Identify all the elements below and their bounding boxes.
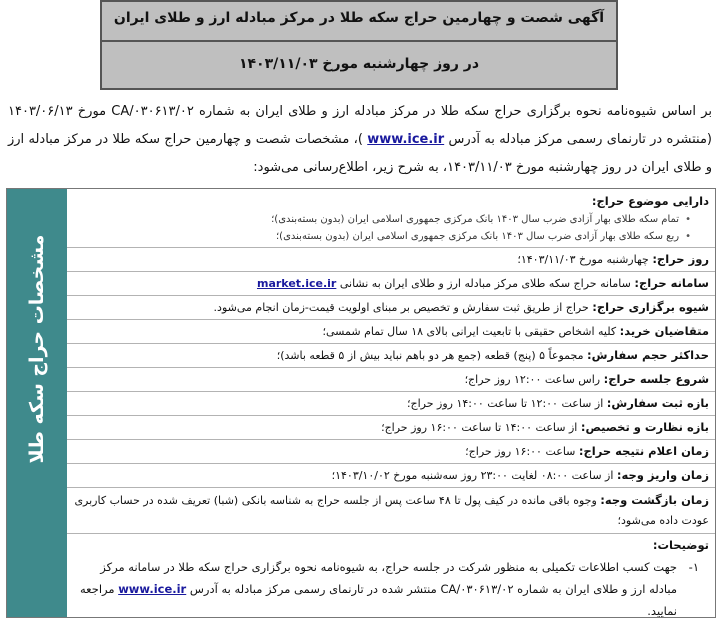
spec-label-refund-time: زمان بازگشت وجه: (600, 493, 709, 507)
spec-row-payment-time (67, 464, 715, 488)
spec-value-refund-time: وجوه باقی مانده در کیف پول تا ۴۸ ساعت پس از جلسه حراج به شناسه بانکی (شبا) تعریف شده در حساب کاربری عودت داده می‌شود؛ (74, 494, 709, 527)
spec-row-session-start (67, 368, 715, 392)
spec-row-review-window (67, 416, 715, 440)
spec-label-result-time: زمان اعلام نتیجه حراج: (578, 444, 709, 458)
intro-text-before-link: بر اساس شیوه‌نامه نحوه برگزاری حراج سکه طلا در مرکز مبادله ارز و طلای ایران به شماره CA/۰۳۰۶۱۳/۰۲ مورخ ۱۴۰۳/۰۶/۱۳ (منتشره در تارنمای رسمی مرکز مبادله به آدرس (8, 104, 712, 147)
spec-label-review-window: بازه نظارت و تخصیص: (580, 420, 709, 434)
spec-value-review-window: از ساعت ۱۴:۰۰ تا ساعت ۱۶:۰۰ روز حراج؛ (381, 421, 578, 434)
spec-value-day: چهارشنبه مورخ ۱۴۰۳/۱۱/۰۳؛ (517, 253, 649, 266)
spec-value-session-start: راس ساعت ۱۲:۰۰ روز حراج؛ (464, 373, 601, 386)
spec-label-method: شیوه برگزاری حراج: (592, 300, 709, 314)
spec-value-result-time: ساعت ۱۶:۰۰ روز حراج؛ (465, 445, 576, 458)
notes-label: توضیحات: (652, 538, 709, 552)
page-title: آگهی شصت و چهارمین حراج سکه طلا در مرکز مبادله ارز و طلای ایران (113, 10, 605, 26)
spec-label-payment-time: زمان واریز وجه: (616, 468, 709, 482)
spec-row-method (67, 296, 715, 320)
page-subtitle: در روز چهارشنبه مورخ ۱۴۰۳/۱۱/۰۳ (238, 56, 480, 72)
spec-value-system: سامانه حراج سکه طلای مرکز مبادله ارز و طلای ایران به نشانی (339, 277, 631, 290)
side-title: مشخصات حراج سکه طلا (26, 234, 48, 464)
spec-row-buyers (67, 320, 715, 344)
note-number: ۱- (688, 560, 699, 574)
spec-value-order-window: از ساعت ۱۲:۰۰ تا ساعت ۱۴:۰۰ روز حراج؛ (406, 397, 604, 410)
specs-table (6, 188, 716, 618)
specs-rows (67, 189, 715, 618)
asset-item-full-coin: • تمام سکه طلای بهار آزادی ضرب سال ۱۴۰۳ بانک مرکزی جمهوری اسلامی ایران (بدون بسته‌بندی)؛ (73, 211, 691, 228)
spec-value-buyers: کلیه اشخاص حقیقی با تابعیت ایرانی بالای ۱۸ سال تمام شمسی؛ (322, 325, 617, 338)
intro-website-link[interactable]: www.ice.ir (367, 132, 445, 147)
side-band (7, 189, 67, 617)
note-text (73, 556, 677, 618)
intro-text-after-link: )، مشخصات شصت و چهارمین حراج سکه طلا در مرکز مبادله ارز و طلای ایران در روز چهارشنبه مورخ ۱۴۰۳/۱۱/۰۳، به شرح زیر، اطلاع‌رسانی می‌شود: (8, 132, 712, 175)
asset-item-quarter-coin: • ربع سکه طلای بهار آزادی ضرب سال ۱۴۰۳ بانک مرکزی جمهوری اسلامی ایران (بدون بسته‌بندی)؛ (73, 228, 691, 245)
spec-value-method: حراج از طریق ثبت سفارش و تخصیص بر مبنای اولویت قیمت-زمان انجام می‌شود. (213, 301, 589, 314)
spec-row-order-window (67, 392, 715, 416)
header-divider (102, 40, 616, 42)
spec-row-result-time (67, 440, 715, 464)
note-item (73, 556, 709, 618)
spec-label-buyers: متقاضیان خرید: (619, 324, 709, 338)
market-link[interactable]: market.ice.ir (256, 277, 337, 290)
spec-label-system: سامانه حراج: (634, 276, 709, 290)
note-website-link[interactable]: www.ice.ir (118, 582, 187, 596)
spec-label-day: روز حراج: (652, 252, 709, 266)
spec-row-system (67, 272, 715, 296)
spec-label-order-window: بازه ثبت سفارش: (606, 396, 709, 410)
asset-list (73, 211, 709, 245)
note-text-body: جهت کسب اطلاعات تکمیلی به منظور شرکت در جلسه حراج، به شیوه‌نامه نحوه برگزاری حراج سکه طلا در سامانه مرکز مبادله ارز و طلای ایران به شماره CA/۰۳۰۶۱۳/۰۲ منتشر شده در تارنمای رسمی مرکز مبادله به آدرس (100, 560, 677, 596)
notes-section (67, 534, 715, 618)
spec-row-refund-time (67, 488, 715, 534)
spec-value-payment-time: از ساعت ۰۸:۰۰ لغایت ۲۳:۰۰ روز سه‌شنبه مورخ ۱۴۰۳/۱۰/۰۲؛ (331, 469, 614, 482)
intro-paragraph (8, 98, 712, 182)
note-text-after: مراجعه نمایید. (80, 582, 677, 618)
spec-label-assets: دارایی موضوع حراج: (591, 194, 709, 208)
announcement-header (100, 0, 618, 90)
spec-row-assets (67, 189, 715, 248)
spec-row-max-order (67, 344, 715, 368)
spec-value-max-order: مجموعاً ۵ (پنج) قطعه (جمع هر دو باهم نباید بیش از ۵ قطعه باشد)؛ (276, 349, 584, 362)
spec-label-session-start: شروع جلسه حراج: (603, 372, 709, 386)
spec-label-max-order: حداکثر حجم سفارش: (586, 348, 709, 362)
spec-row-day (67, 248, 715, 272)
